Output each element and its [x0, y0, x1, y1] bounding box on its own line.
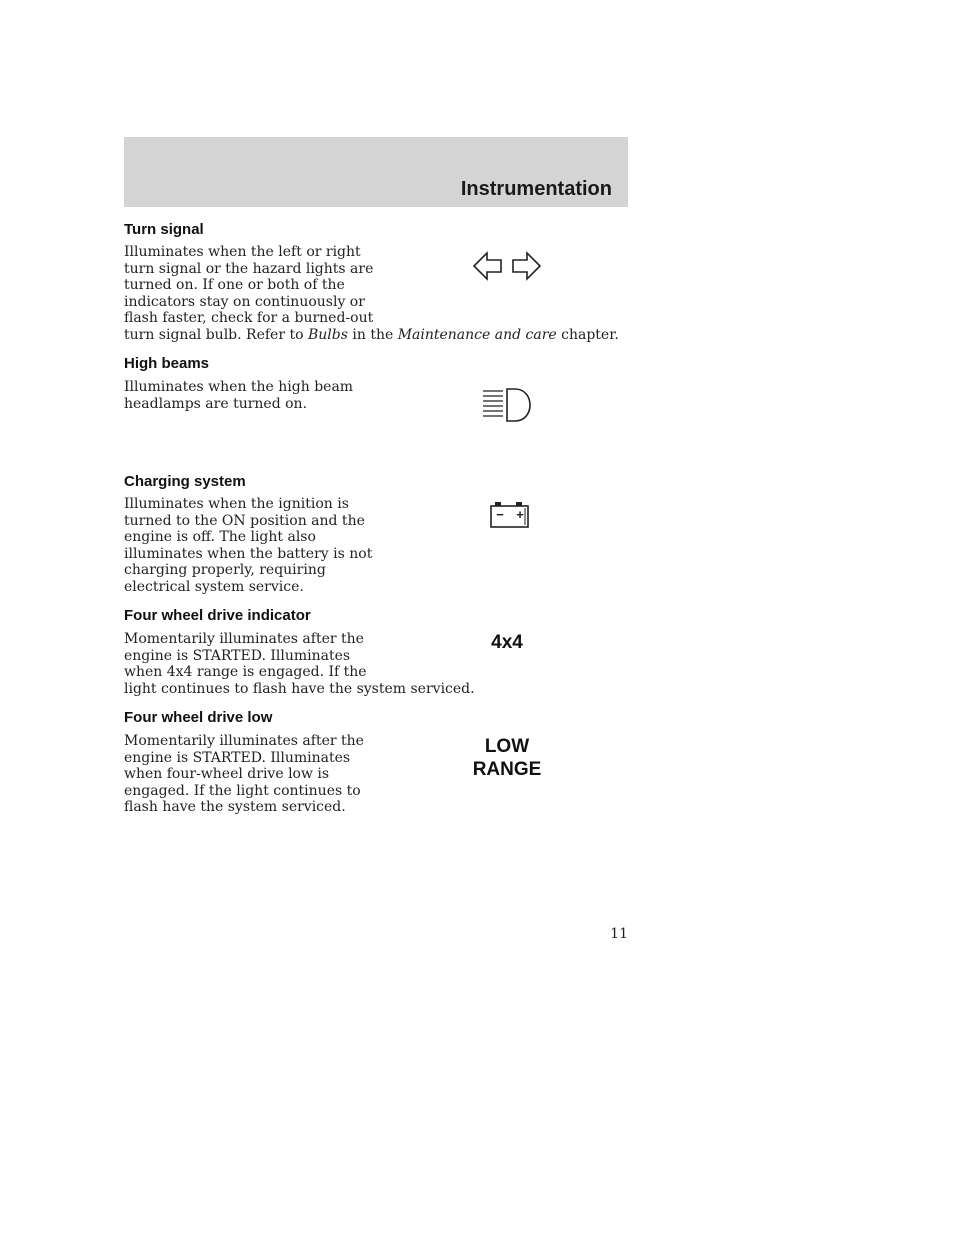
text-line: engine is STARTED. Illuminates — [124, 749, 351, 766]
text-line: when 4x4 range is engaged. If the — [124, 664, 367, 680]
text-line: engine is off. The light also — [124, 529, 316, 545]
page-title: Instrumentation — [460, 178, 612, 200]
text-line: Momentarily illuminates after the — [124, 733, 364, 749]
text-line: when four-wheel drive low is — [124, 766, 330, 782]
text-line: turned to the ON position and the — [124, 512, 365, 529]
text-line: Illuminates when the ignition is — [124, 496, 349, 512]
text-line: turn signal or the hazard lights are — [124, 260, 374, 277]
charging-system-description — [124, 496, 372, 595]
left-arrow-icon — [474, 253, 501, 279]
text-line: turned on. If one or both of the — [124, 277, 345, 293]
text-line: engaged. If the light continues to — [124, 782, 361, 799]
text-line: charging properly, requiring — [124, 562, 326, 578]
battery-icon — [488, 500, 532, 530]
high-beam-icon — [480, 386, 536, 424]
bulbs-reference: Bulbs — [307, 326, 348, 343]
text-line: engine is STARTED. Illuminates — [124, 647, 351, 664]
high-beams-description — [124, 379, 353, 412]
low-range-icon — [462, 735, 552, 781]
right-arrow-icon — [513, 253, 540, 279]
four-wheel-drive-low-heading: Four wheel drive low — [124, 709, 273, 726]
text-line: flash have the system serviced. — [124, 799, 346, 815]
text-line: Illuminates when the high beam — [124, 379, 354, 395]
text-line: turn signal bulb. Refer to Bulbs in the Maintenance and care chapter. — [124, 326, 619, 343]
charging-system-heading: Charging system — [124, 473, 246, 490]
four-wheel-drive-indicator-description — [124, 631, 475, 697]
turn-signal-arrows-icon — [472, 250, 544, 282]
text-line: Momentarily illuminates after the — [124, 631, 364, 647]
four-by-four-icon: 4x4 — [491, 632, 523, 653]
text-line: headlamps are turned on. — [124, 395, 308, 412]
low-range-line-2: RANGE — [472, 759, 542, 780]
text-line: light continues to flash have the system serviced. — [124, 680, 475, 697]
text-line: electrical system service. — [124, 578, 304, 595]
text-line: flash faster, check for a burned-out — [124, 310, 374, 326]
low-range-line-1: LOW — [484, 736, 530, 757]
page-number: 11 — [610, 926, 628, 942]
section-header-band — [124, 137, 628, 207]
four-wheel-drive-indicator-heading: Four wheel drive indicator — [124, 607, 311, 624]
text-line: indicators stay on continuously or — [124, 293, 365, 310]
battery-plus-sign: + — [516, 507, 524, 522]
turn-signal-description — [124, 244, 619, 343]
battery-minus-sign: − — [496, 507, 504, 522]
text-line: illuminates when the battery is not — [124, 545, 373, 562]
text-line: Illuminates when the left or right — [124, 244, 361, 260]
high-beams-heading: High beams — [124, 355, 210, 372]
maintenance-chapter-reference: Maintenance and care — [397, 326, 557, 343]
four-wheel-drive-low-description — [124, 733, 364, 816]
turn-signal-heading: Turn signal — [124, 221, 204, 238]
